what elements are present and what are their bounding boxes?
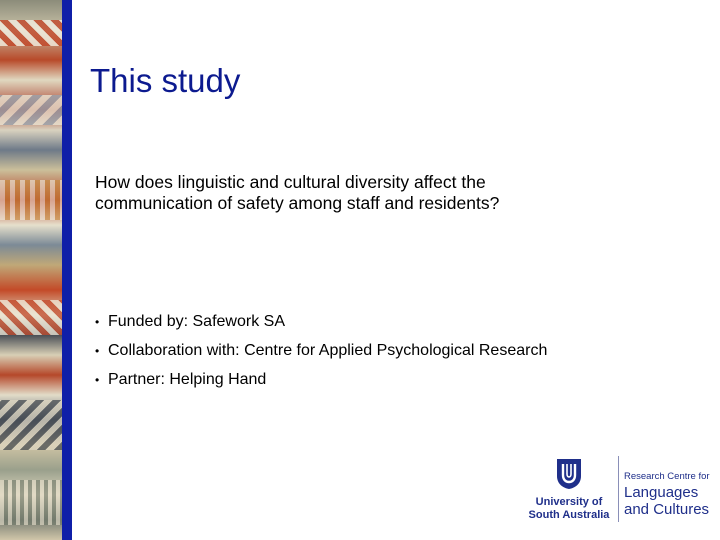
bullet-marker: • (95, 373, 100, 387)
collage-tile (0, 400, 62, 450)
slide-title: This study (90, 62, 241, 99)
bullet-text: Partner: Helping Hand (108, 371, 267, 388)
accent-bar (62, 0, 72, 540)
centre-name-line-1: Languages (624, 484, 699, 501)
collage-tile (0, 20, 62, 46)
collage-tile (0, 180, 62, 220)
collage-tile (0, 300, 62, 335)
bullet-text: Collaboration with: Centre for Applied Psychological Research (108, 342, 548, 359)
bullet-item (95, 310, 547, 339)
bullet-list (95, 310, 547, 397)
research-centre-label: Research Centre for (624, 471, 710, 482)
collage-tile (0, 480, 62, 525)
bullet-text: Funded by: Safework SA (108, 313, 285, 330)
bullet-marker: • (95, 315, 100, 329)
decorative-collage-strip (0, 0, 62, 540)
centre-name (624, 484, 709, 518)
unisa-logo-text (528, 496, 610, 522)
logo-block (528, 454, 714, 526)
unisa-line-1: University of (535, 496, 603, 508)
logo-divider (618, 456, 619, 522)
collage-tile (0, 95, 62, 125)
research-question: How does linguistic and cultural diversity affect the communication of safety among staff and residents? (95, 172, 500, 213)
bullet-item (95, 339, 547, 368)
bullet-item (95, 368, 547, 397)
bullet-marker: • (95, 344, 100, 358)
unisa-line-2: South Australia (528, 509, 610, 521)
unisa-shield-icon (556, 458, 582, 490)
centre-name-line-2: and Cultures (624, 501, 710, 518)
